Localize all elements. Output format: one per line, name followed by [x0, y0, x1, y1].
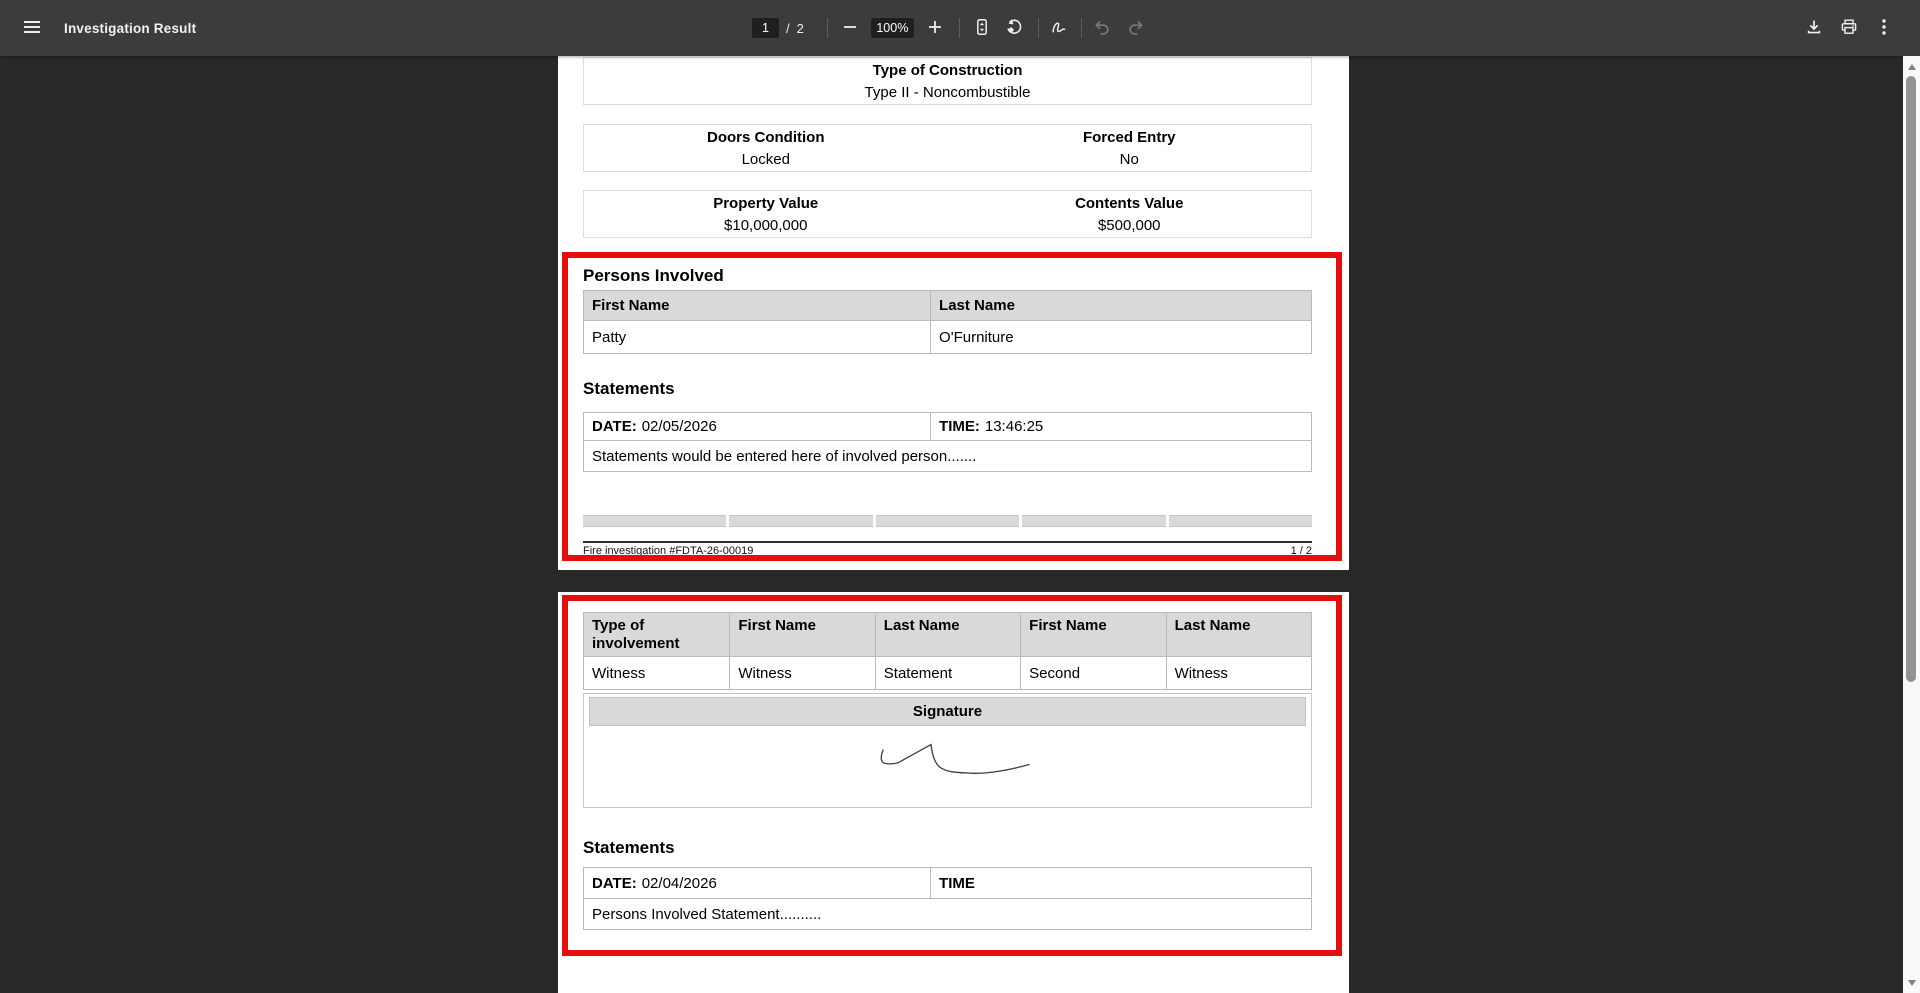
download-icon [1805, 18, 1823, 39]
page-count: 2 [796, 20, 804, 36]
contents-value: $500,000 [1097, 217, 1161, 234]
date-value: 02/05/2026 [641, 418, 717, 435]
table-row [584, 320, 1311, 353]
contents-value-header: Contents Value [1075, 195, 1184, 212]
last-name-cell: Witness [1166, 657, 1311, 689]
undo-icon [1093, 18, 1111, 39]
construction-table [583, 57, 1312, 105]
signature-block [583, 693, 1312, 808]
persons-involved-table [583, 290, 1312, 354]
last-name-cell: Statement [875, 657, 1020, 689]
rotate-button[interactable] [998, 12, 1030, 44]
redo-button[interactable] [1120, 12, 1152, 44]
print-icon [1840, 18, 1858, 39]
time-cell [930, 413, 1311, 440]
rotate-ccw-icon [1005, 18, 1023, 39]
first-name-cell: Patty [592, 328, 627, 346]
footer-left-text: Fire investigation #FDTA-26-00019 [583, 545, 754, 557]
scrollbar-thumb[interactable] [1906, 76, 1916, 682]
footer-rule [583, 541, 1312, 543]
toolbar-center [752, 0, 1152, 56]
zoom-in-button[interactable] [919, 12, 951, 44]
value-table [583, 190, 1312, 238]
menu-button[interactable] [16, 12, 48, 44]
more-options-button[interactable] [1868, 12, 1900, 44]
toolbar-divider [1081, 18, 1082, 38]
construction-value: Type II - Noncombustible [864, 84, 1031, 101]
time-cell [930, 868, 1311, 898]
statements-table [583, 412, 1312, 472]
last-name-cell: O'Furniture [930, 321, 1311, 353]
doors-value: Locked [741, 151, 790, 168]
scrollbar[interactable] [1903, 56, 1920, 993]
toolbar-right [1798, 0, 1900, 56]
statement-text-row [584, 898, 1311, 929]
fit-page-icon [973, 18, 991, 39]
doors-header: Doors Condition [707, 129, 825, 146]
last-name-header: Last Name [930, 291, 1311, 320]
statements-heading: Statements [583, 838, 675, 857]
first-name-cell: Witness [729, 657, 874, 689]
date-cell [584, 413, 930, 440]
forced-entry-header: Forced Entry [1082, 129, 1176, 146]
time-label: TIME: [939, 418, 980, 435]
pen-icon [1050, 18, 1068, 39]
first-name-header: First Name [584, 291, 930, 320]
last-name-header: Last Name [1166, 613, 1311, 656]
page-separator: / [786, 20, 790, 36]
construction-header: Type of Construction [872, 62, 1023, 79]
involvement-header: Type of involvement [584, 613, 729, 656]
signature-stroke [584, 726, 1313, 806]
time-value: 13:46:25 [984, 418, 1044, 435]
redo-icon [1127, 18, 1145, 39]
page-number-input[interactable] [752, 18, 779, 38]
pdf-page-2 [558, 592, 1349, 993]
statement-text-row [584, 440, 1311, 471]
toolbar-divider [1038, 18, 1039, 38]
table-header-row [584, 291, 1311, 320]
date-time-row [584, 868, 1311, 898]
table-row [584, 656, 1311, 689]
toolbar-divider [959, 18, 960, 38]
statements-table-2 [583, 867, 1312, 930]
page-footer [583, 545, 1312, 557]
involvement-cell: Witness [592, 664, 646, 682]
date-label: DATE: [592, 874, 637, 892]
strip-cell [1022, 515, 1165, 527]
strip-cell [583, 515, 726, 527]
fit-page-button[interactable] [966, 12, 998, 44]
footer-page-indicator: 1 / 2 [1290, 545, 1312, 557]
toolbar-left [16, 12, 196, 44]
zoom-in-icon [928, 20, 942, 37]
undo-button[interactable] [1086, 12, 1118, 44]
date-label: DATE: [592, 418, 637, 435]
zoom-level-input[interactable] [871, 18, 914, 38]
arrow-down-icon [1908, 980, 1916, 986]
statement-text: Statements would be entered here of involved person....... [592, 447, 977, 465]
scrollbar-up-button[interactable] [1903, 58, 1920, 75]
kebab-icon [1881, 18, 1887, 39]
witness-table [583, 612, 1312, 690]
property-value-header: Property Value [713, 195, 819, 212]
time-label: TIME [939, 874, 975, 892]
pdf-toolbar [0, 0, 1920, 56]
signature-area [584, 726, 1311, 806]
forced-entry-value: No [1119, 151, 1139, 168]
page-title: Investigation Result [64, 20, 197, 36]
strip-cell [729, 515, 872, 527]
toolbar-divider [827, 18, 828, 38]
menu-icon [23, 20, 41, 37]
date-cell [584, 868, 930, 898]
download-button[interactable] [1798, 12, 1830, 44]
table-header-row [584, 613, 1311, 656]
zoom-out-button[interactable] [834, 12, 866, 44]
first-name-header: First Name [729, 613, 874, 656]
first-name-cell: Second [1020, 657, 1165, 689]
last-name-header: Last Name [875, 613, 1020, 656]
doors-forced-table [583, 124, 1312, 172]
persons-involved-heading: Persons Involved [583, 266, 724, 285]
first-name-header: First Name [1020, 613, 1165, 656]
property-value: $10,000,000 [724, 217, 808, 234]
print-button[interactable] [1833, 12, 1865, 44]
annotate-button[interactable] [1043, 12, 1075, 44]
date-value: 02/04/2026 [641, 874, 717, 892]
strip-cell [1169, 515, 1312, 527]
signature-header: Signature [589, 697, 1306, 726]
scrollbar-down-button[interactable] [1903, 974, 1920, 991]
truncated-table-header-strip [583, 515, 1312, 527]
date-time-row [584, 413, 1311, 440]
pdf-page-1 [558, 56, 1349, 570]
strip-cell [876, 515, 1019, 527]
statement-text: Persons Involved Statement.......... [592, 905, 822, 923]
statements-heading: Statements [583, 379, 675, 398]
arrow-up-icon [1908, 64, 1916, 70]
zoom-out-icon [843, 20, 857, 37]
